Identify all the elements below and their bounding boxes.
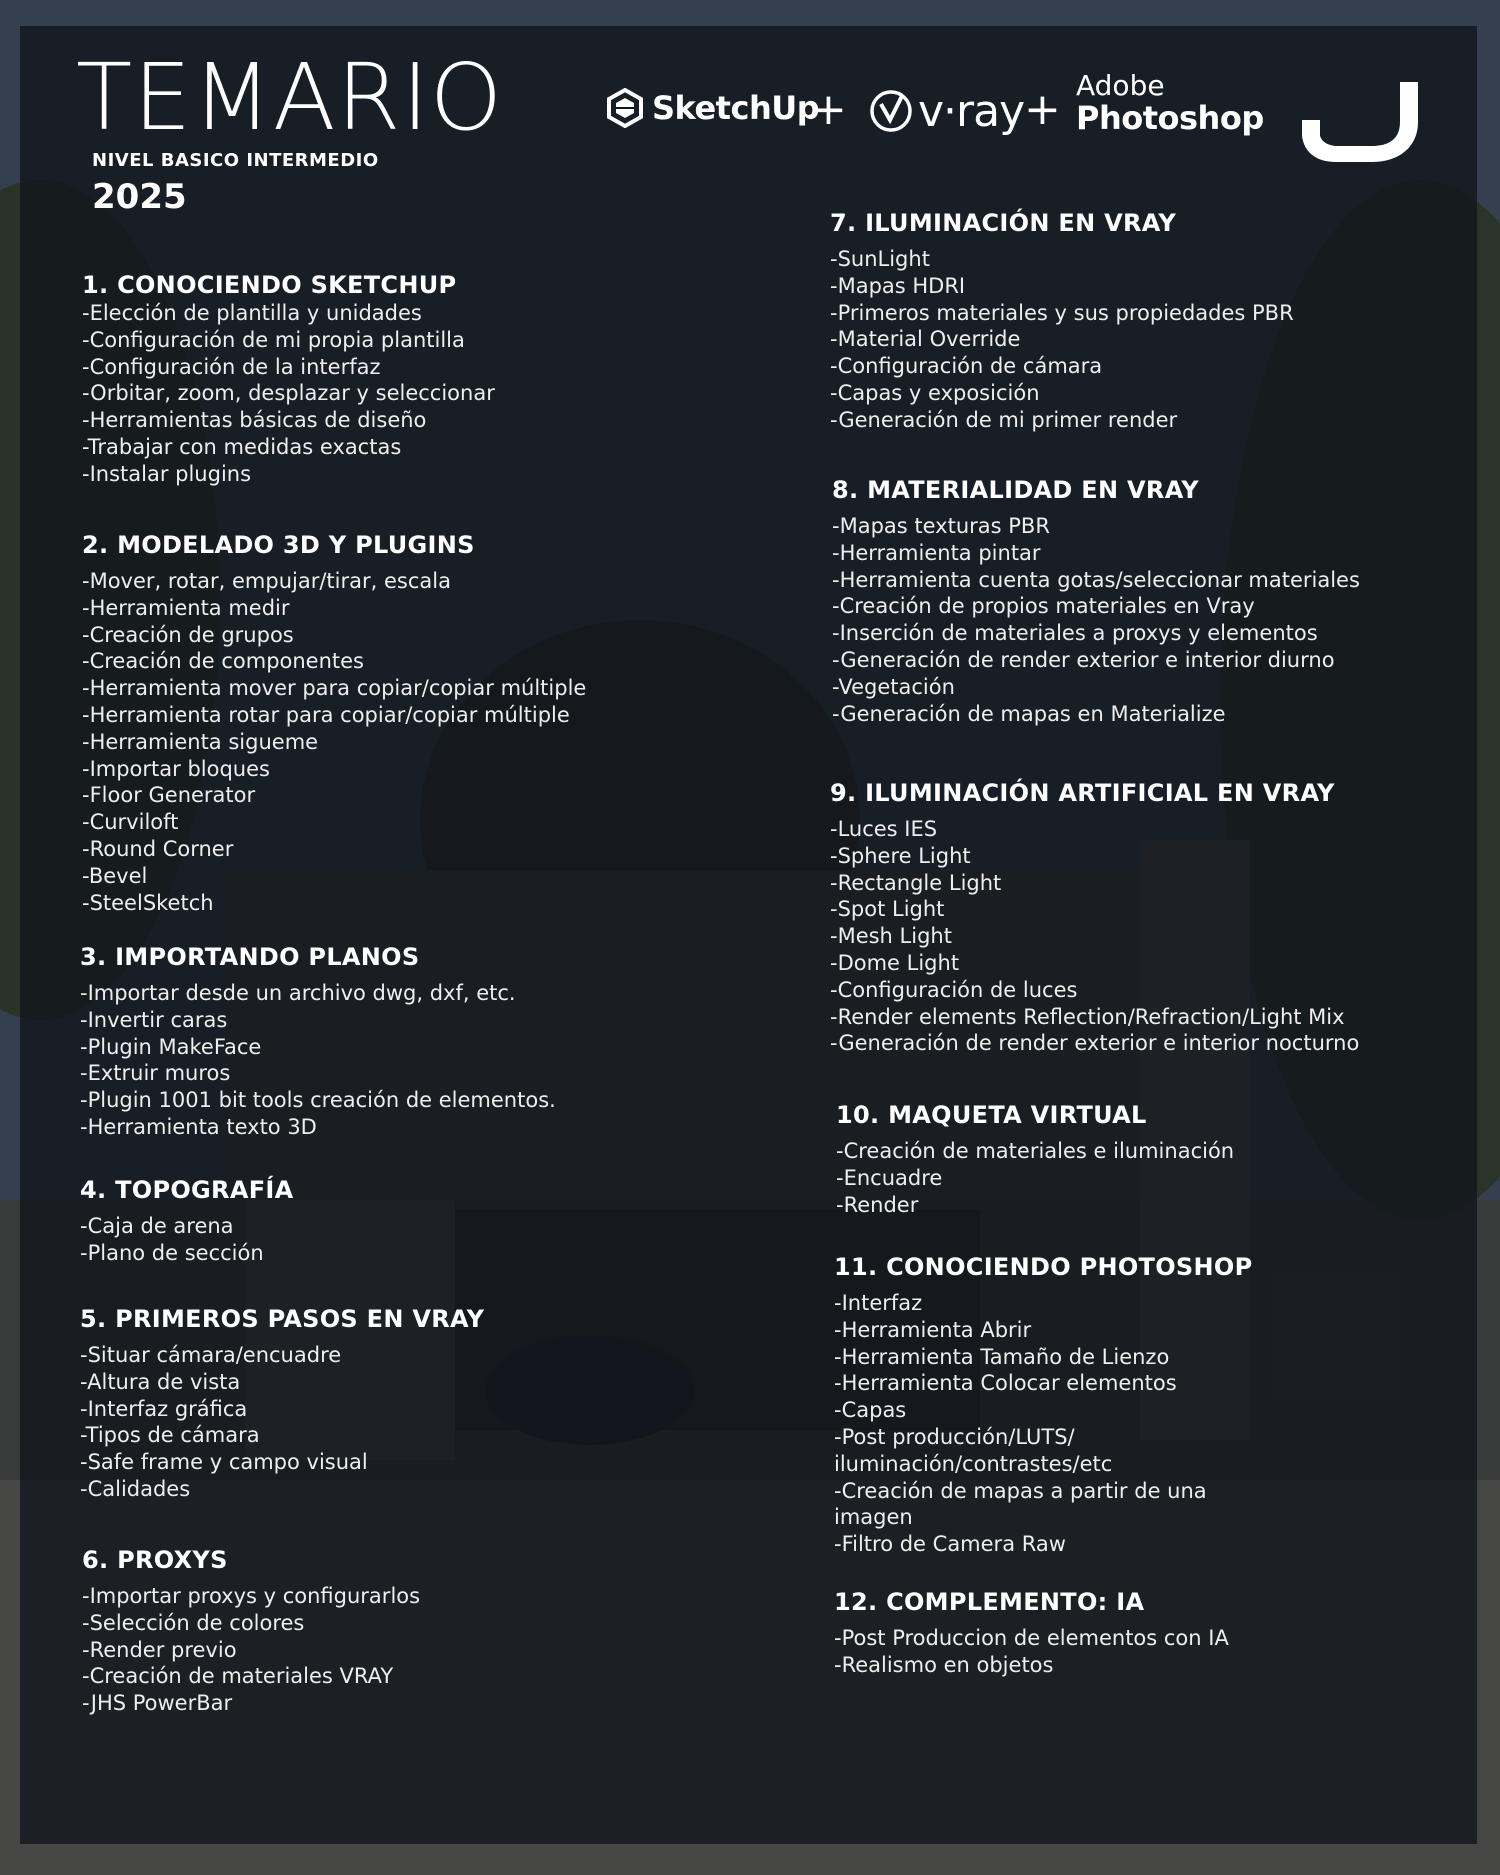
section-4: [80, 1175, 294, 1267]
list-item: -Herramienta rotar para copiar/copiar múltiple: [82, 702, 570, 727]
list-item: -Generación de mapas en Materialize: [832, 701, 1226, 726]
list-item: -Herramienta mover para copiar/copiar múltiple: [82, 676, 587, 701]
list-item: -Creación de componentes: [82, 649, 365, 674]
page-subtitle: NIVEL BASICO INTERMEDIO: [92, 150, 379, 171]
list-item: -Invertir caras: [80, 1007, 228, 1032]
section-3: [80, 942, 556, 1141]
list-item: -Herramienta Colocar elementos: [834, 1371, 1177, 1396]
list-item: -Encuadre: [836, 1165, 943, 1190]
section-title: 6. PROXYS: [82, 1546, 228, 1574]
list-item: -Render: [836, 1192, 919, 1217]
list-item: -SunLight: [830, 247, 930, 271]
list-item: -Configuración de cámara: [830, 354, 1103, 379]
vray-logo-text: v·ray: [918, 85, 1025, 137]
list-item: -Round Corner: [82, 836, 234, 861]
list-item: -Herramienta Tamaño de Lienzo: [834, 1344, 1170, 1369]
sketchup-logo: [606, 86, 819, 130]
list-item: -Configuración de luces: [830, 977, 1078, 1002]
section-1: [82, 270, 495, 488]
list-item: -Sphere Light: [830, 843, 971, 868]
list-item: -Plano de sección: [80, 1240, 264, 1265]
section-title: 3. IMPORTANDO PLANOS: [80, 943, 420, 971]
section-title: 11. CONOCIENDO PHOTOSHOP: [834, 1253, 1253, 1281]
list-item: -Post Produccion de elementos con IA: [834, 1626, 1229, 1650]
list-item: -Realismo en objetos: [834, 1652, 1054, 1677]
list-item: -Luces IES: [830, 817, 938, 841]
list-item: -Creación de materiales VRAY: [82, 1664, 394, 1689]
photoshop-logo-line2: Photoshop: [1076, 99, 1264, 137]
sketchup-logo-text: SketchUp: [652, 89, 820, 127]
list-item: -Altura de vista: [80, 1369, 241, 1394]
plus-sign: +: [810, 84, 847, 135]
section-2: [82, 530, 586, 916]
list-item: -Tipos de cámara: [80, 1423, 260, 1448]
list-item: -Dome Light: [830, 950, 960, 975]
list-item: -Creación de materiales e iluminación: [836, 1139, 1235, 1163]
list-item: -Generación de render exterior e interior diurno: [832, 647, 1335, 672]
list-item: -Importar desde un archivo dwg, dxf, etc.: [80, 981, 516, 1005]
section-7: [830, 208, 1294, 434]
list-item: -Interfaz: [834, 1291, 923, 1315]
photoshop-logo: [1076, 69, 1264, 137]
list-item: -Herramienta pintar: [832, 540, 1041, 565]
list-item: -Bevel: [82, 863, 148, 888]
page-title: TEMARIO: [76, 44, 504, 151]
list-item: -Selección de colores: [82, 1610, 305, 1635]
list-item: iluminación/contrastes/etc: [834, 1451, 1113, 1476]
list-item: -Filtro de Camera Raw: [834, 1532, 1066, 1557]
list-item: -Importar proxys y configurarlos: [82, 1584, 421, 1608]
list-item: -Extruir muros: [80, 1061, 231, 1086]
section-title: 7. ILUMINACIÓN EN VRAY: [830, 209, 1177, 237]
list-item: -Caja de arena: [80, 1214, 234, 1238]
list-item: -Inserción de materiales a proxys y elementos: [832, 621, 1318, 646]
section-title: 2. MODELADO 3D Y PLUGINS: [82, 531, 475, 559]
list-item: -Creación de mapas a partir de una: [834, 1478, 1207, 1503]
list-item: -Configuración de la interfaz: [82, 354, 381, 379]
vray-icon: [868, 88, 914, 134]
list-item: -Importar bloques: [82, 756, 270, 781]
photoshop-logo-line1: Adobe: [1076, 69, 1165, 102]
list-item: -Situar cámara/encuadre: [80, 1343, 342, 1367]
section-title: 4. TOPOGRAFÍA: [80, 1176, 294, 1204]
section-10: [836, 1100, 1234, 1218]
list-item: -Herramienta Abrir: [834, 1317, 1032, 1342]
list-item: -Herramienta sigueme: [82, 729, 319, 754]
section-11: [834, 1252, 1253, 1558]
list-item: -JHS PowerBar: [82, 1691, 233, 1716]
list-item: -Orbitar, zoom, desplazar y seleccionar: [82, 381, 495, 406]
list-item: -Instalar plugins: [82, 461, 252, 486]
vray-logo: [868, 84, 1024, 138]
list-item: -Elección de plantilla y unidades: [82, 301, 422, 325]
brand-logo-icon: [1300, 80, 1420, 164]
sketchup-icon: [606, 88, 644, 128]
list-item: -Rectangle Light: [830, 870, 1002, 895]
list-item: -Render previo: [82, 1637, 237, 1662]
list-item: -Configuración de mi propia plantilla: [82, 327, 465, 352]
list-item: -Floor Generator: [82, 783, 256, 808]
list-item: -Capas y exposición: [830, 380, 1040, 405]
list-item: -Render elements Reflection/Refraction/Light Mix: [830, 1004, 1345, 1029]
list-item: -Trabajar con medidas exactas: [82, 434, 402, 459]
section-title: 5. PRIMEROS PASOS EN VRAY: [80, 1305, 485, 1333]
section-8: [832, 475, 1360, 727]
list-item: -Interfaz gráfica: [80, 1396, 248, 1421]
list-item: -Herramienta texto 3D: [80, 1114, 317, 1139]
section-title: 1. CONOCIENDO SKETCHUP: [82, 271, 457, 299]
section-title: 10. MAQUETA VIRTUAL: [836, 1101, 1147, 1129]
list-item: -Creación de grupos: [82, 622, 294, 647]
list-item: -Mapas HDRI: [830, 273, 966, 298]
list-item: -Herramienta cuenta gotas/seleccionar materiales: [832, 567, 1360, 592]
section-title: 8. MATERIALIDAD EN VRAY: [832, 476, 1199, 504]
section-6: [82, 1545, 420, 1717]
list-item: -Calidades: [80, 1476, 191, 1501]
list-item: -SteelSketch: [82, 890, 214, 915]
section-5: [80, 1304, 484, 1503]
year-label: 2025: [92, 177, 187, 217]
list-item: -Mover, rotar, empujar/tirar, escala: [82, 569, 451, 593]
list-item: -Mesh Light: [830, 924, 952, 949]
section-12: [834, 1587, 1229, 1679]
list-item: -Mapas texturas PBR: [832, 514, 1050, 538]
list-item: -Post producción/LUTS/: [834, 1424, 1075, 1449]
list-item: -Vegetación: [832, 674, 955, 699]
plus-sign: +: [1024, 84, 1061, 135]
list-item: -Material Override: [830, 327, 1021, 352]
list-item: -Creación de propios materiales en Vray: [832, 594, 1255, 619]
section-9: [830, 778, 1359, 1057]
list-item: -Plugin 1001 bit tools creación de elementos.: [80, 1088, 556, 1113]
list-item: -Herramientas básicas de diseño: [82, 408, 427, 433]
section-title: 12. COMPLEMENTO: IA: [834, 1588, 1145, 1616]
list-item: -Generación de render exterior e interior nocturno: [830, 1031, 1360, 1056]
list-item: -Curviloft: [82, 810, 179, 835]
section-title: 9. ILUMINACIÓN ARTIFICIAL EN VRAY: [830, 779, 1335, 807]
list-item: -Primeros materiales y sus propiedades PBR: [830, 300, 1294, 325]
list-item: imagen: [834, 1505, 913, 1530]
list-item: -Spot Light: [830, 897, 945, 922]
list-item: -Generación de mi primer render: [830, 407, 1178, 432]
list-item: -Herramienta medir: [82, 595, 290, 620]
list-item: -Capas: [834, 1398, 907, 1423]
list-item: -Plugin MakeFace: [80, 1034, 262, 1059]
list-item: -Safe frame y campo visual: [80, 1450, 368, 1475]
